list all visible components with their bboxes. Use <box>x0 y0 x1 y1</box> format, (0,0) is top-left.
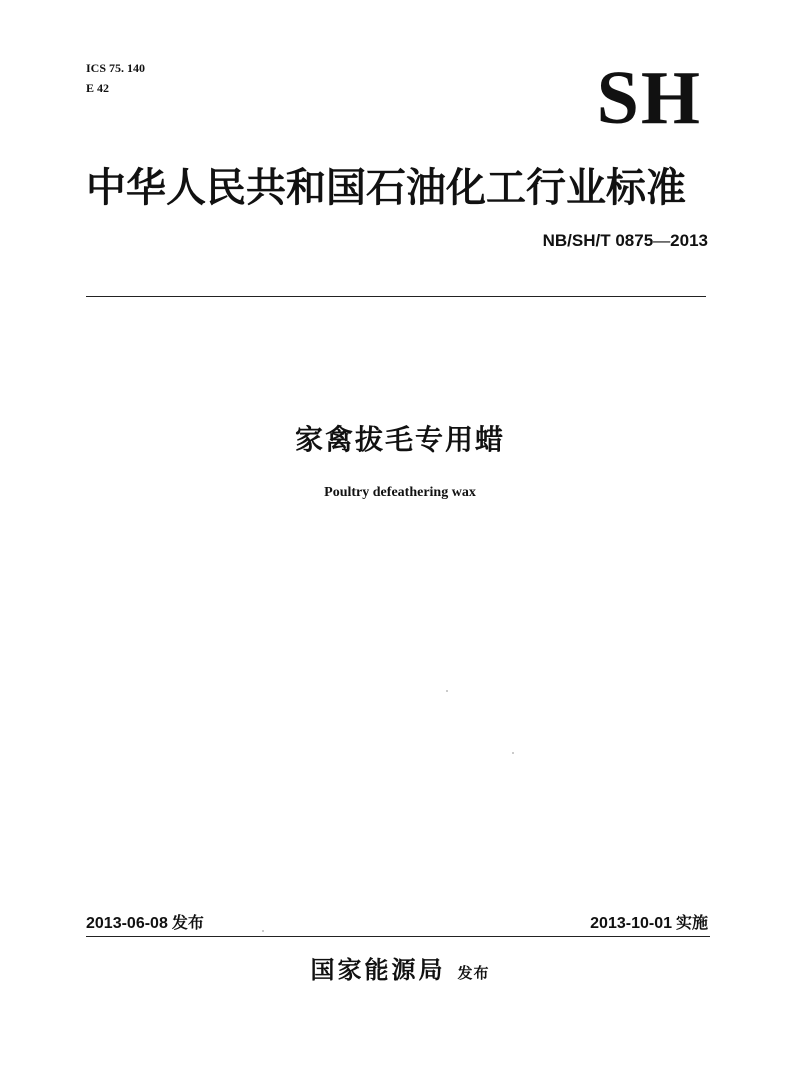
ics-code: ICS 75. 140 <box>86 61 146 75</box>
classification-code: E 42 <box>86 81 110 95</box>
document-title-english: Poultry defeathering wax <box>324 485 476 500</box>
industry-standard-title: 中华人民共和国石油化工行业标准 <box>86 165 686 211</box>
scan-speck <box>446 690 448 692</box>
sh-logo-mark: SH <box>596 56 702 140</box>
issuer-verb: 发布 <box>457 964 490 982</box>
implementation-date-value: 2013-10-01 <box>590 915 672 932</box>
scan-speck <box>512 752 514 754</box>
footer-divider <box>86 936 710 937</box>
issuer-name: 国家能源局 <box>310 956 446 984</box>
standard-number <box>543 230 708 252</box>
standard-separator: — <box>653 231 671 250</box>
issue-date <box>86 913 204 934</box>
scan-speck <box>262 930 264 932</box>
issue-date-label: 发布 <box>171 913 204 932</box>
standard-year: 2013 <box>670 231 708 250</box>
standard-code: 0875 <box>615 231 654 250</box>
header-divider <box>86 296 706 297</box>
standard-prefix: NB/SH/T <box>542 231 611 250</box>
issuing-authority <box>0 952 800 991</box>
document-title-chinese: 家禽拔毛专用蜡 <box>294 423 505 456</box>
issue-date-value: 2013-06-08 <box>86 915 168 932</box>
implementation-date <box>590 913 708 934</box>
implementation-date-label: 实施 <box>675 913 708 932</box>
